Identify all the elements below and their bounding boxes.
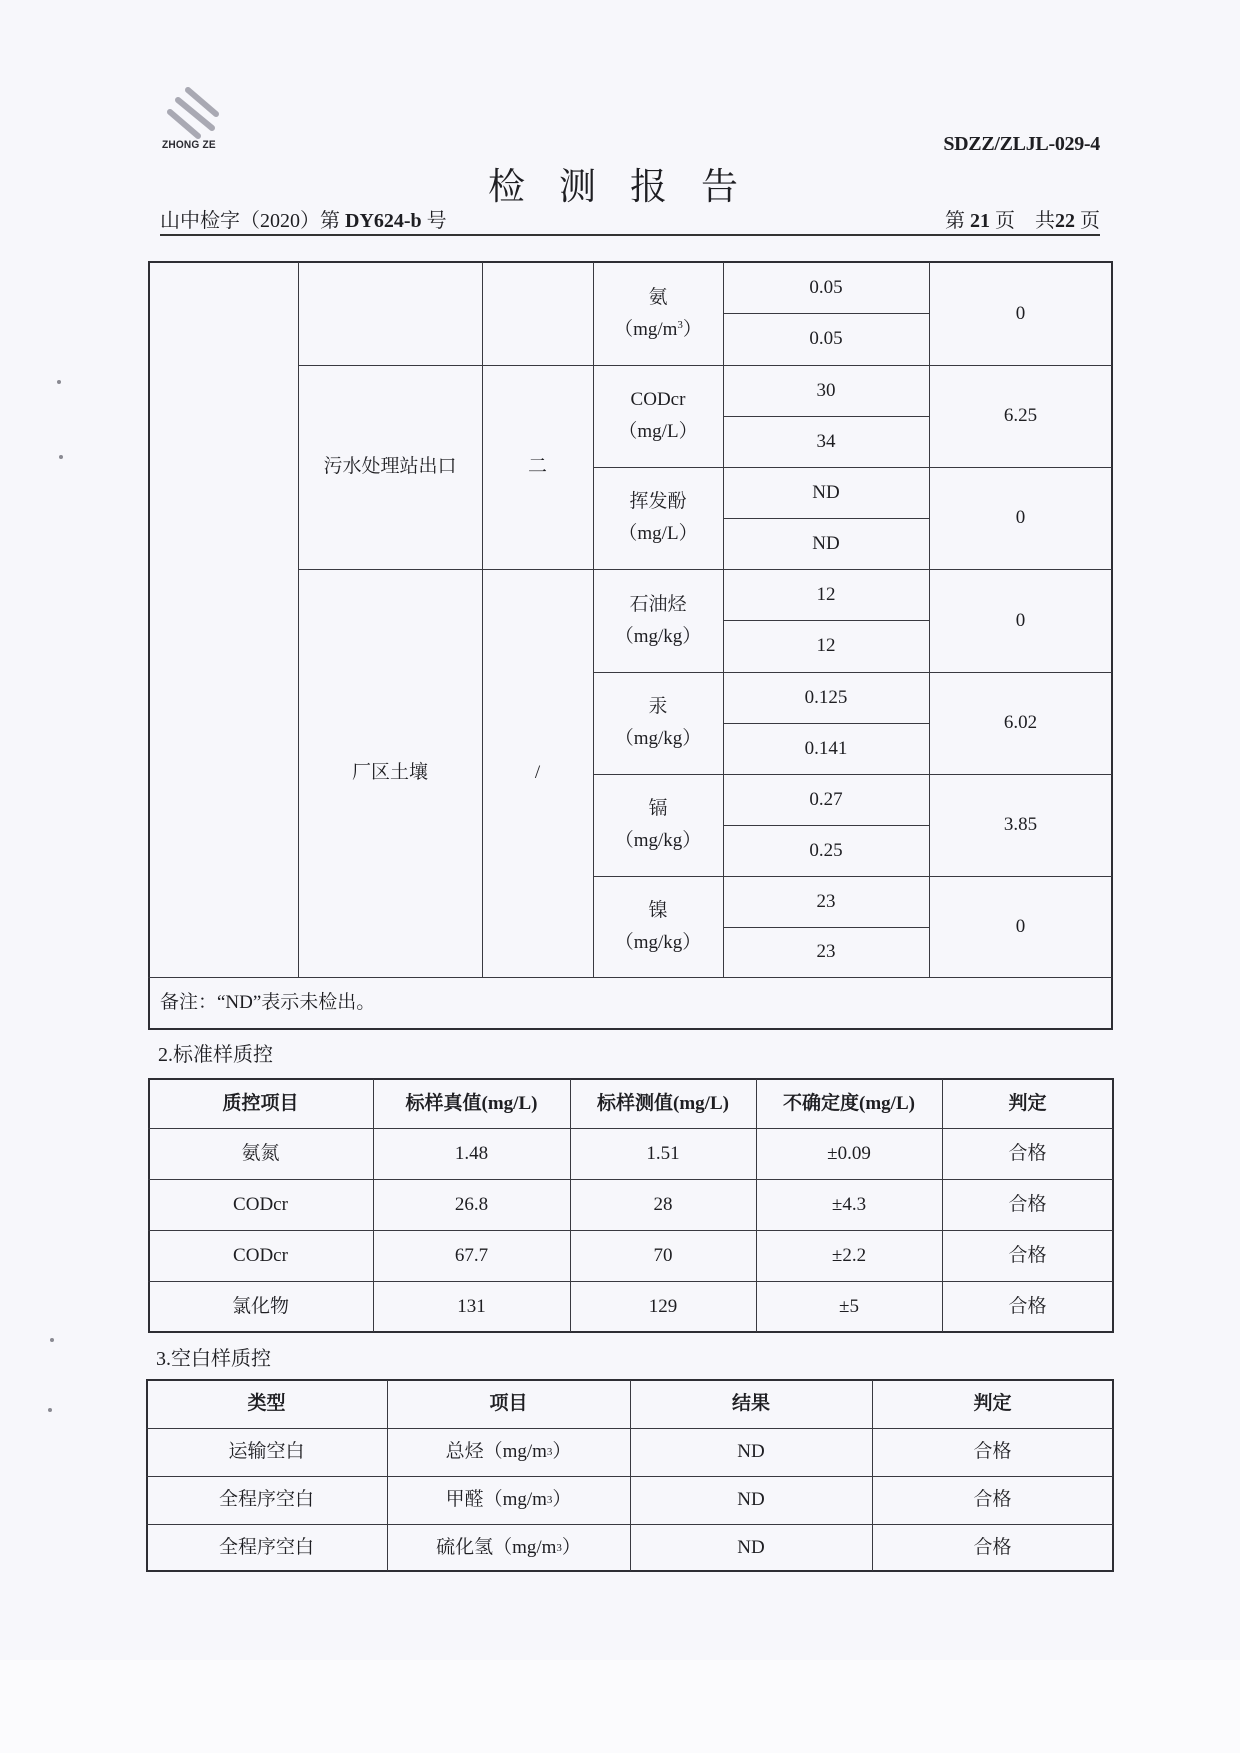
item-name: 石油烃 <box>629 593 687 615</box>
page-title: 检测报告 <box>488 167 772 208</box>
item-cell <box>593 876 723 977</box>
page-prefix: 第 <box>945 210 965 232</box>
document-code: SDZZ/ZLJL-029-4 <box>943 133 1100 155</box>
deviation-cell: 6.02 <box>1003 712 1038 733</box>
item-cell <box>593 569 723 672</box>
table-cell: 1.48 <box>454 1142 489 1164</box>
table-cell: ±2.2 <box>831 1244 867 1266</box>
column-header: 质控项目 <box>222 1092 299 1114</box>
scan-speck <box>59 455 63 459</box>
report-number-suffix: 号 <box>426 210 447 232</box>
logo-text: ZHONG ZE <box>162 139 216 151</box>
column-header: 项目 <box>489 1393 528 1414</box>
table-cell: 67.7 <box>454 1244 489 1266</box>
site-cell: 污水处理站出口 <box>323 456 457 477</box>
page-current: 21 <box>970 210 990 232</box>
item-cell <box>593 262 723 365</box>
page-total: 22 <box>1055 210 1075 232</box>
table-cell: ND <box>737 1489 765 1510</box>
site-cell: 厂区土壤 <box>351 762 428 783</box>
table-cell: 硫化氢（mg/m 3 ） <box>436 1536 581 1558</box>
scan-speck <box>57 380 61 384</box>
item-name: 镍 <box>648 899 668 921</box>
item-unit: （mg/kg） <box>614 931 702 953</box>
table-cell: 129 <box>648 1295 678 1317</box>
scan-speck <box>50 1338 54 1342</box>
table-cell: 合格 <box>1008 1193 1047 1215</box>
value-cell: 0.125 <box>804 686 848 708</box>
table-cell: 合格 <box>973 1489 1012 1510</box>
column-header: 结果 <box>731 1393 770 1414</box>
table-cell: 合格 <box>1008 1295 1047 1317</box>
value-cell: 34 <box>816 430 836 452</box>
table-cell: 合格 <box>973 1441 1012 1462</box>
column-header: 标样测值(mg/L) <box>597 1092 729 1114</box>
value-cell: 0.27 <box>809 788 843 810</box>
value-cell: ND <box>812 532 840 554</box>
table-cell: ±4.3 <box>831 1193 867 1215</box>
column-header: 判定 <box>973 1393 1012 1414</box>
report-number <box>160 204 447 233</box>
table-cell: 运输空白 <box>228 1441 305 1462</box>
value-cell: ND <box>812 481 840 503</box>
table-cell: 131 <box>457 1295 486 1317</box>
item-unit: （mg/kg） <box>614 728 702 749</box>
table-cell: ND <box>737 1441 765 1462</box>
item-name: CODcr <box>630 389 686 410</box>
table-cell: 28 <box>653 1193 673 1215</box>
column-header: 标样真值(mg/L) <box>405 1092 538 1114</box>
deviation-cell: 0 <box>1015 609 1026 631</box>
section-title-blank-qc: 3.空白样质控 <box>156 1348 271 1370</box>
value-cell: 12 <box>816 635 836 656</box>
page-suffix: 页 <box>1080 210 1100 232</box>
value-cell: 23 <box>816 890 836 912</box>
table-cell: 26.8 <box>454 1193 489 1215</box>
table-cell: 合格 <box>1008 1142 1047 1164</box>
column-header: 不确定度(mg/L) <box>783 1092 915 1114</box>
table-cell: 1.51 <box>646 1142 680 1164</box>
table-cell: CODcr <box>233 1244 288 1266</box>
item-unit: （mg/kg） <box>614 830 702 851</box>
report-number-prefix: 山中检字（2020）第 <box>160 210 340 232</box>
value-cell: 0.141 <box>804 737 848 759</box>
item-cell <box>593 672 723 774</box>
table-cell: 氨氮 <box>241 1142 280 1164</box>
value-cell: 23 <box>816 941 836 962</box>
value-cell: 0.05 <box>809 328 843 349</box>
table-cell: ND <box>737 1536 765 1558</box>
deviation-cell: 0 <box>1015 915 1026 937</box>
deviation-cell: 6.25 <box>1003 405 1038 426</box>
item-unit: （mg/L） <box>618 523 698 544</box>
item-name: 汞 <box>648 696 668 717</box>
value-cell: 30 <box>816 379 836 401</box>
section-title-standard-qc: 2.标准样质控 <box>158 1044 273 1066</box>
item-cell <box>593 467 723 569</box>
table-cell: 合格 <box>1008 1244 1047 1266</box>
table-cell: 甲醛（mg/m 3 ） <box>445 1489 572 1510</box>
report-number-code: DY624-b <box>345 210 422 232</box>
deviation-cell: 0 <box>1015 507 1026 528</box>
zhongze-logo-icon <box>164 84 226 140</box>
table-cell: 全程序空白 <box>218 1489 314 1510</box>
table-cell: 总烃（mg/m 3 ） <box>445 1441 572 1462</box>
column-header: 类型 <box>247 1393 286 1414</box>
page-bottom-band <box>0 1660 1240 1753</box>
header-divider <box>160 234 1100 236</box>
value-cell: 0.05 <box>809 276 843 298</box>
value-cell: 0.25 <box>809 839 843 861</box>
item-name: 镉 <box>648 798 668 819</box>
page-mid: 页 共 <box>995 210 1055 232</box>
table-cell: 70 <box>653 1244 673 1266</box>
page-indicator <box>945 204 1100 233</box>
item-unit: $(mg/m^3)$ <box>614 318 702 340</box>
table-cell: 合格 <box>973 1536 1012 1558</box>
table-cell: 全程序空白 <box>218 1536 314 1558</box>
company-logo <box>158 84 238 156</box>
scan-speck <box>48 1408 52 1412</box>
level-cell: 二 <box>527 456 547 477</box>
value-cell: 12 <box>816 583 836 605</box>
deviation-cell: 3.85 <box>1003 814 1038 835</box>
table-cell: 氯化物 <box>231 1295 289 1317</box>
item-unit: （mg/kg） <box>614 625 702 647</box>
item-name: 氨 <box>648 286 668 308</box>
item-cell <box>593 774 723 876</box>
item-cell <box>593 365 723 467</box>
table-cell: ±5 <box>839 1295 859 1317</box>
column-header: 判定 <box>1008 1092 1047 1114</box>
table-cell: ±0.09 <box>827 1142 871 1164</box>
item-name: 挥发酚 <box>629 491 687 512</box>
table-note: 备注：“ND”表示未检出。 <box>160 992 376 1013</box>
deviation-cell: 0 <box>1015 302 1026 324</box>
level-cell: / <box>534 762 541 783</box>
table-cell: CODcr <box>233 1193 288 1215</box>
item-unit: （mg/L） <box>618 421 698 442</box>
